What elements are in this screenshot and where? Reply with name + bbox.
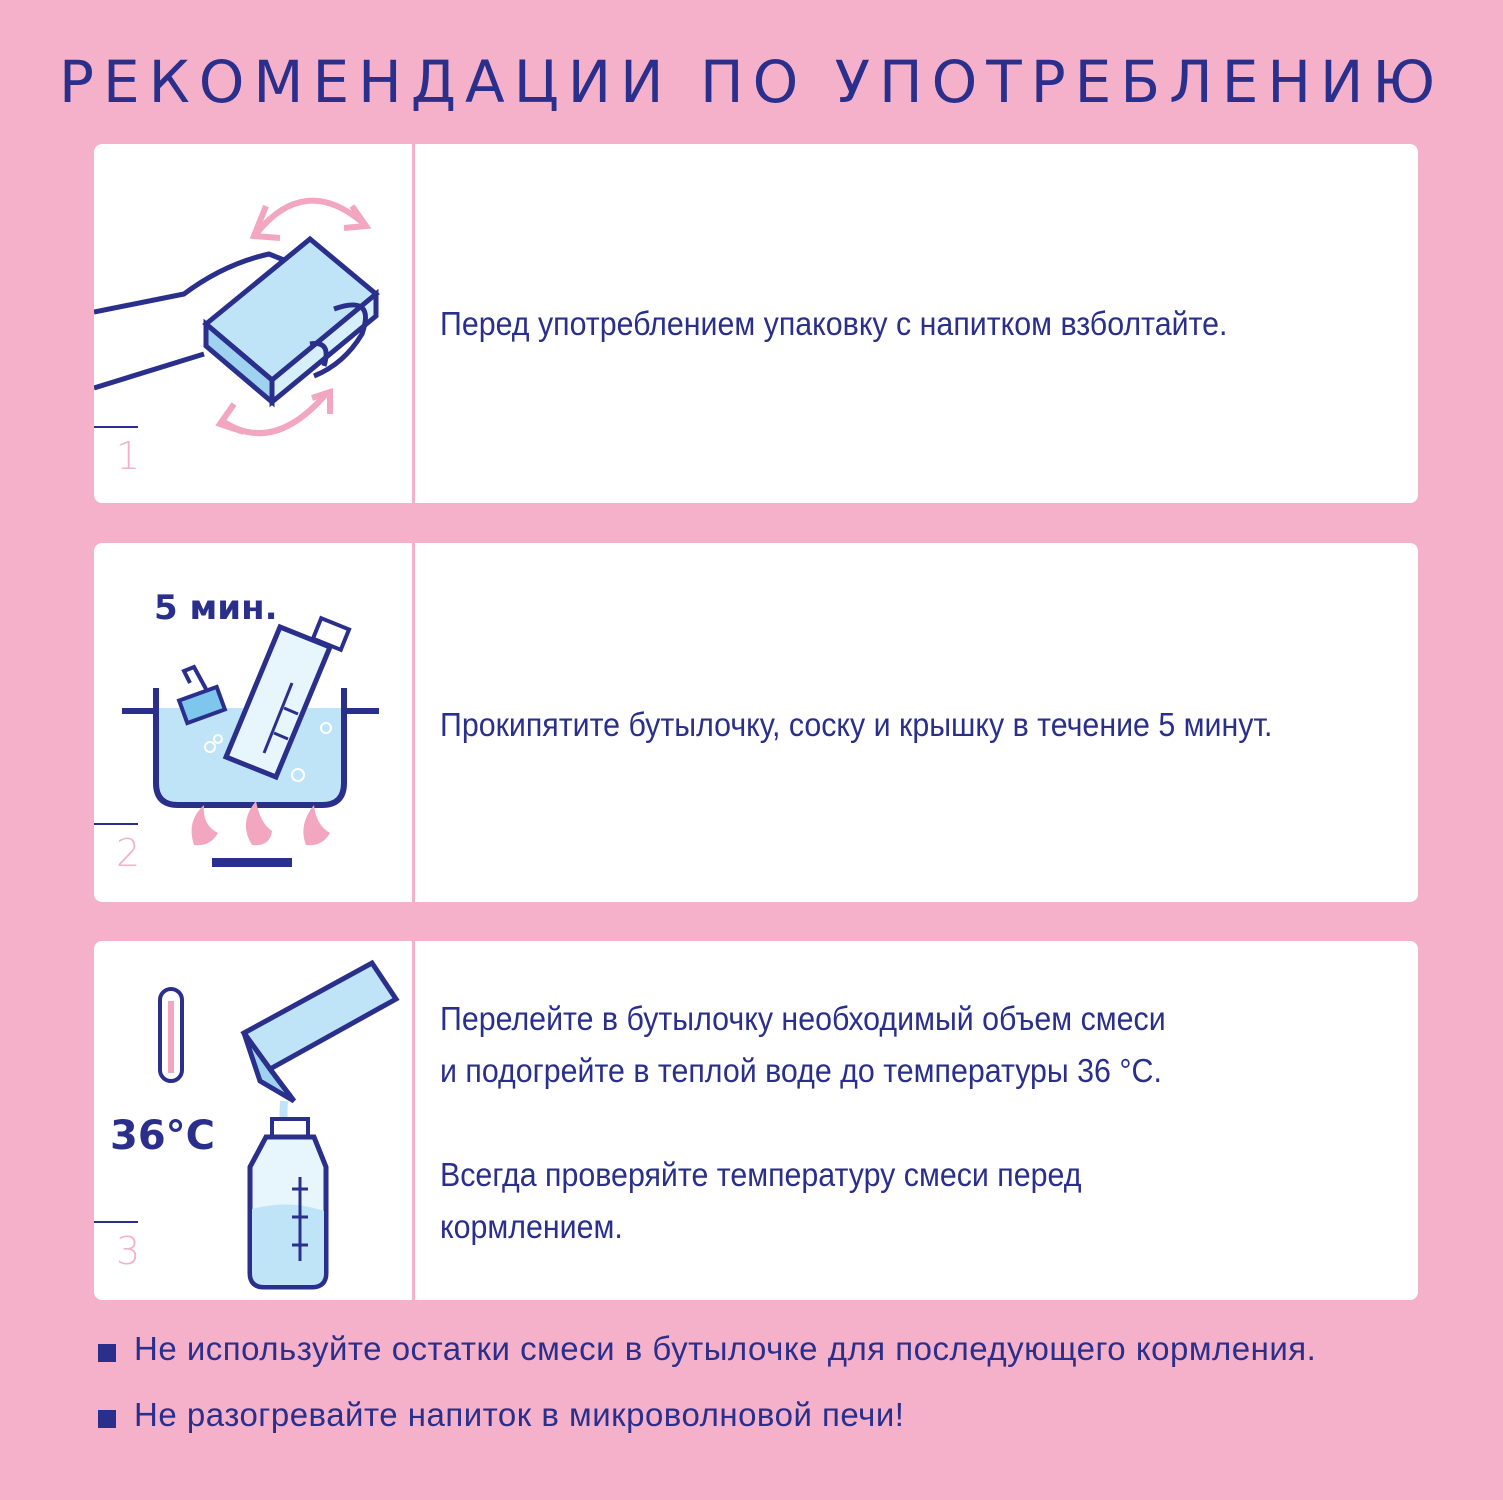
step-number: 2: [116, 831, 141, 875]
note-text: Не разогревайте напиток в микроволновой печи!: [134, 1396, 905, 1433]
step-text-line: Всегда проверяйте температуру смеси перед: [440, 1156, 1082, 1193]
bullet-square-icon: [98, 1344, 116, 1362]
step-number-line: [94, 426, 138, 428]
note-text: Не используйте остатки смеси в бутылочке для последующего кормления.: [134, 1330, 1317, 1367]
step-card-3: [94, 941, 1418, 1300]
paragraph-gap: [440, 1097, 1321, 1149]
bullet-square-icon: [98, 1410, 116, 1428]
card-divider: [412, 144, 415, 503]
step-illus-label: 36°C: [110, 1113, 216, 1159]
step-text: [440, 699, 1321, 751]
step-number: 3: [116, 1229, 141, 1273]
step-card-2: [94, 543, 1418, 902]
step-number-line: [94, 823, 138, 825]
step-number-line: [94, 1221, 138, 1223]
step-text-line: и подогрейте в теплой воде до температуры 36 °С.: [440, 1052, 1162, 1089]
baby-bottle-icon: [250, 1119, 326, 1287]
shake-carton-icon: [94, 144, 412, 503]
step-text: [440, 298, 1321, 350]
step-illus-label: 5 мин.: [154, 588, 278, 628]
step-text-line: Перелейте в бутылочку необходимый объем смеси: [440, 1000, 1166, 1037]
pour-carton-icon: [94, 941, 412, 1300]
thermometer-icon: [160, 989, 182, 1081]
step-text-line: Перед употреблением упаковку с напитком взболтайте.: [440, 305, 1228, 342]
step-text-line: кормлением.: [440, 1208, 623, 1245]
step-card-1: [94, 144, 1418, 503]
step-number: 1: [116, 434, 141, 478]
card-divider: [412, 543, 415, 902]
page-title: РЕКОМЕНДАЦИИ ПО УПОТРЕБЛЕНИЮ: [58, 48, 1444, 116]
boiling-pot-icon: [94, 543, 412, 902]
step-text-line: Прокипятите бутылочку, соску и крышку в течение 5 минут.: [440, 706, 1273, 743]
card-divider: [412, 941, 415, 1300]
step-text: [440, 993, 1321, 1253]
